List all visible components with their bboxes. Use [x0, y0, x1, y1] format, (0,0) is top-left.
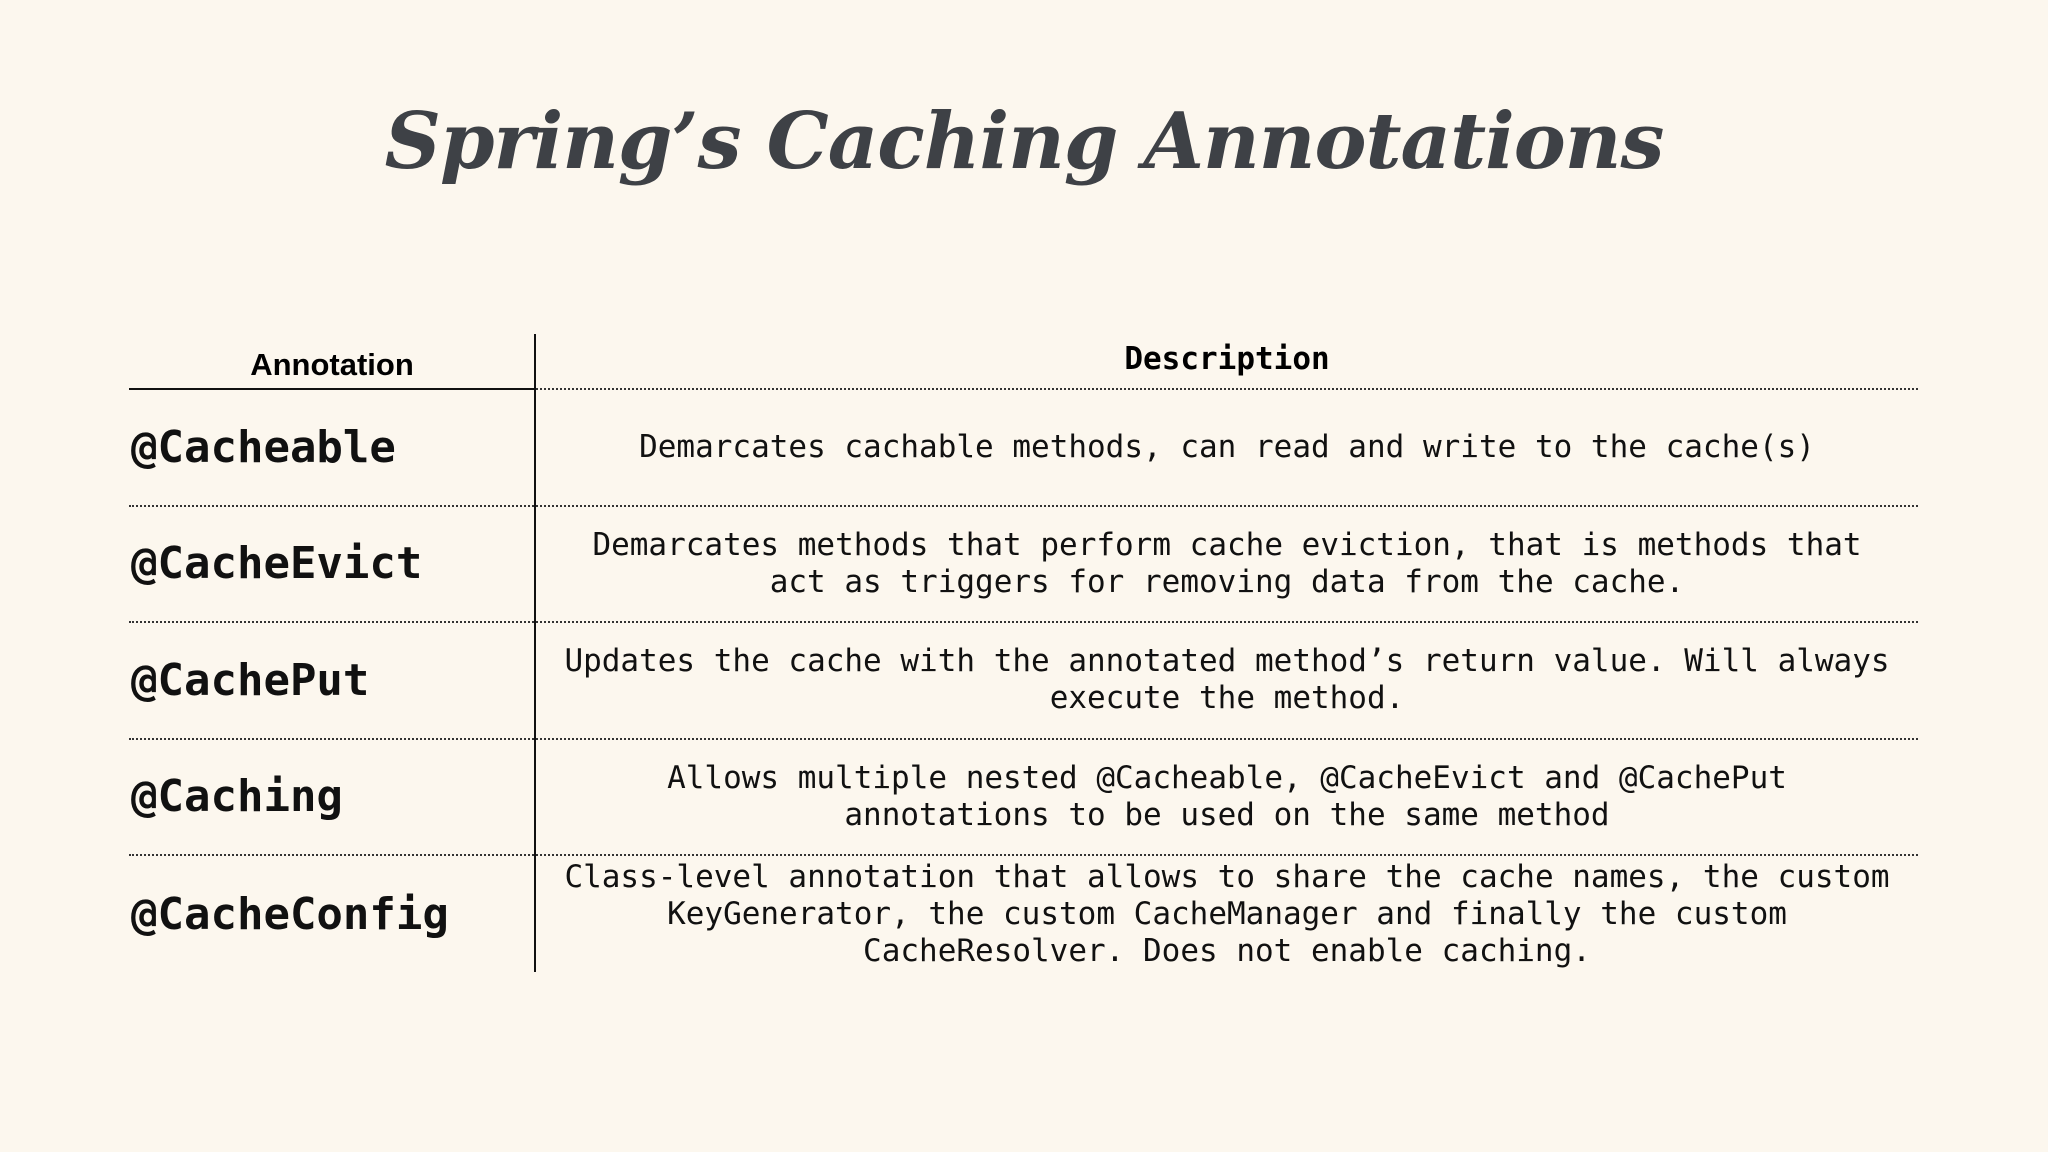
annotation-name: @CacheEvict	[131, 538, 423, 590]
annotation-name: @CachePut	[131, 654, 370, 706]
annotation-description: Class-level annotation that allows to share the cache names, the custom KeyGenerator, the custom CacheManager and finally the custom CacheResolver. Does not enable caching.	[564, 858, 1890, 969]
annotation-description: Updates the cache with the annotated method’s return value. Will always execute the method.	[564, 643, 1890, 717]
annotations-table	[129, 334, 1918, 972]
table-body	[129, 390, 1918, 973]
annotation-name: @Cacheable	[131, 421, 396, 473]
annotation-name: @CacheConfig	[131, 888, 449, 940]
table-row	[129, 740, 1918, 857]
table-row	[129, 390, 1918, 507]
slide-title: Spring’s Caching Annotations	[384, 96, 1664, 187]
annotation-description: Demarcates cachable methods, can read and write to the cache(s)	[639, 428, 1815, 465]
annotation-description: Allows multiple nested @Cacheable, @CacheEvict and @CachePut annotations to be used on the same method	[667, 759, 1787, 833]
column-header-description: Description	[1124, 341, 1330, 377]
table-row	[129, 623, 1918, 740]
column-header-annotation: Annotation	[250, 347, 414, 382]
table-row	[129, 856, 1918, 973]
annotation-name: @Caching	[131, 771, 343, 823]
table-row	[129, 507, 1918, 624]
annotation-description: Demarcates methods that perform cache eviction, that is methods that act as triggers for removing data from the cache.	[592, 526, 1862, 600]
